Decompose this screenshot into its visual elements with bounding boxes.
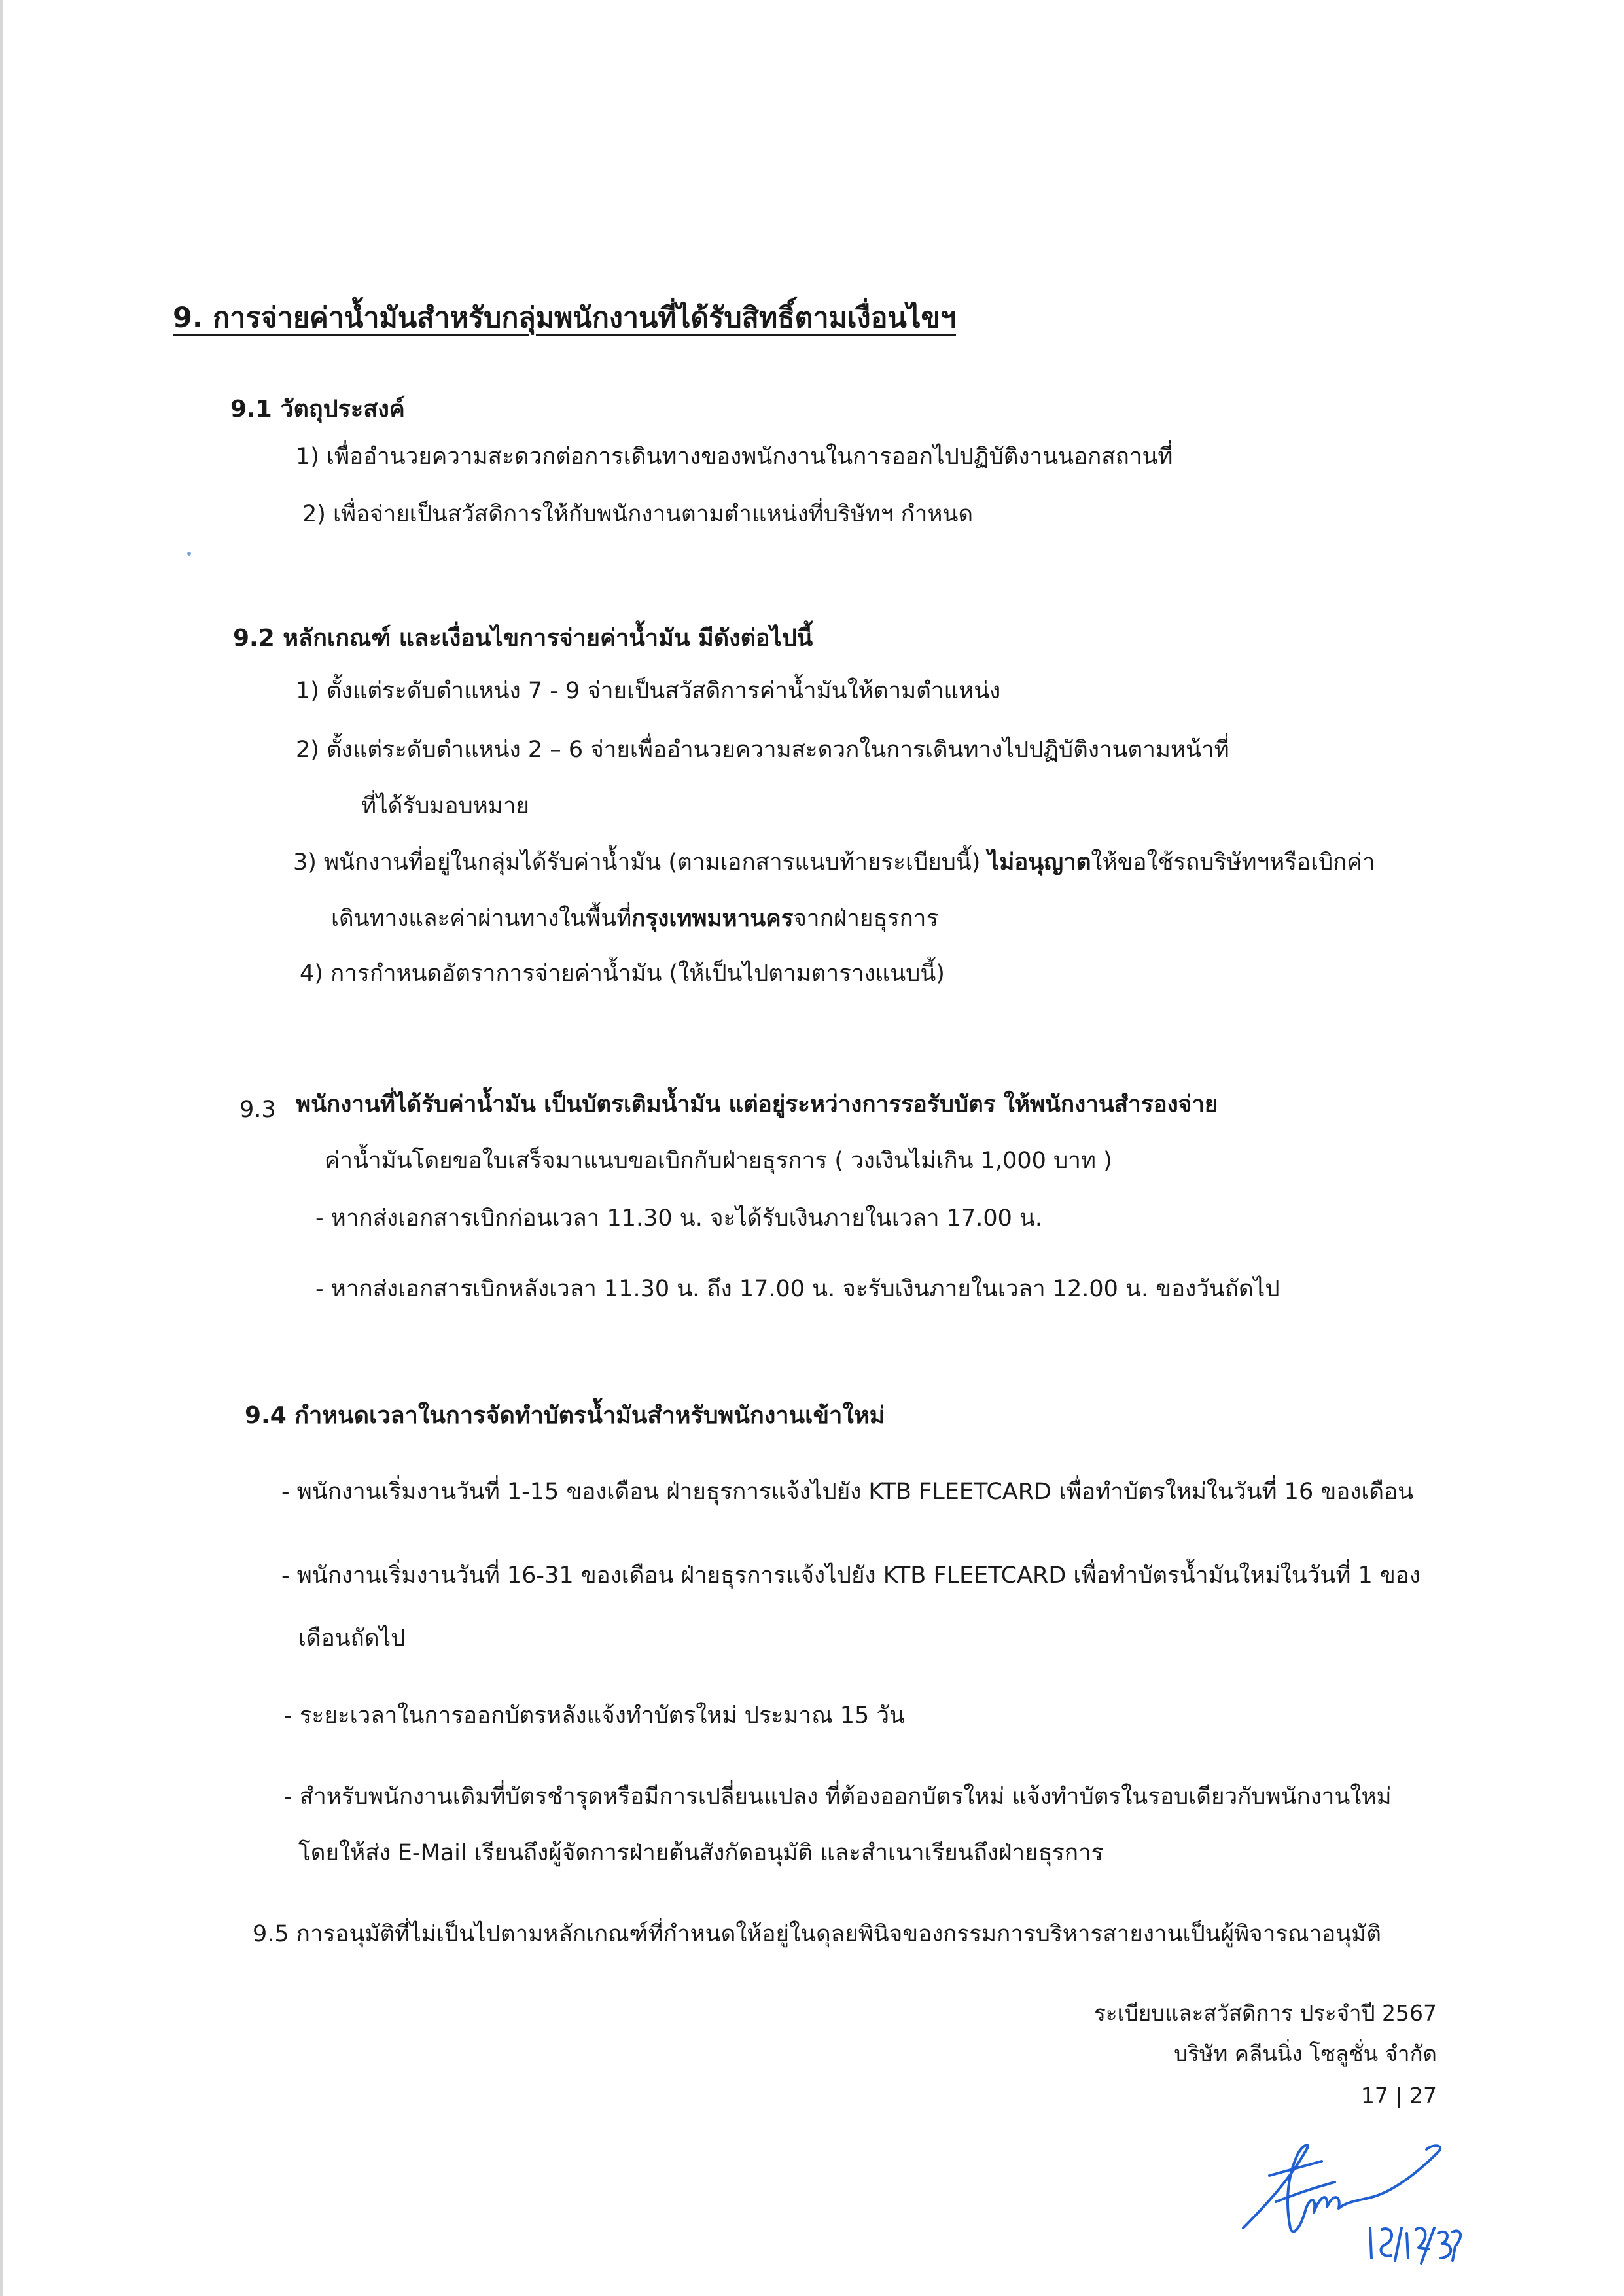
s94-bullet-2-cont: เดือนถัดไป: [298, 1625, 406, 1651]
s92-item-3-bold-not-allowed: ไม่อนุญาต: [987, 849, 1091, 875]
s94-bullet-3: - ระยะเวลาในการออกบัตรหลังแจ้งทำบัตรใหม่ ประมาณ 15 วัน: [284, 1703, 905, 1729]
s92-item-3-c: ให้ขอใช้รถบริษัทฯหรือเบิกค่า: [1091, 849, 1375, 875]
s91-heading: 9.1 วัตถุประสงค์: [230, 396, 405, 423]
s92-item-2: 2) ตั้งแต่ระดับตำแหน่ง 2 – 6 จ่ายเพื่ออำนวยความสะดวกในการเดินทางไปปฏิบัติงานตามหน้าที่: [296, 737, 1229, 763]
s93-bullet-2: - หากส่งเอกสารเบิกหลังเวลา 11.30 น. ถึง 17.00 น. จะรับเงินภายในเวลา 12.00 น. ของวันถัดไป: [315, 1276, 1280, 1302]
s92-item-4: 4) การกำหนดอัตราการจ่ายค่าน้ำมัน (ให้เป็นไปตามตารางแนบนี้): [300, 961, 945, 987]
s92-heading: 9.2 หลักเกณฑ์ และเงื่อนไขการจ่ายค่าน้ำมัน มีดังต่อไปนี้: [233, 625, 813, 652]
s92-item-1: 1) ตั้งแต่ระดับตำแหน่ง 7 - 9 จ่ายเป็นสวัสดิการค่าน้ำมันให้ตามตำแหน่ง: [296, 678, 1001, 704]
section-title: 9. การจ่ายค่าน้ำมันสำหรับกลุ่มพนักงานที่ได้รับสิทธิ์ตามเงื่อนไขฯ: [173, 302, 957, 334]
s94-bullet-1: - พนักงานเริ่มงานวันที่ 1-15 ของเดือน ฝ่ายธุรการแจ้งไปยัง KTB FLEETCARD เพื่อทำบัตรใหม่ในวันที่ 16 ของเดือน: [281, 1479, 1414, 1505]
s93-line-1: พนักงานที่ได้รับค่าน้ำมัน เป็นบัตรเติมน้ำมัน แต่อยู่ระหว่างการรอรับบัตร ให้พนักงานสำรองจ่าย: [296, 1091, 1218, 1118]
s92-item-3-d: เดินทางและค่าผ่านทางในพื้นที่: [331, 906, 632, 932]
page-number: 17 | 27: [1360, 2083, 1437, 2108]
s93-number: 9.3: [239, 1097, 276, 1123]
s91-item-1: 1) เพื่ออำนวยความสะดวกต่อการเดินทางของพนักงานในการออกไปปฏิบัติงานนอกสถานที่: [296, 444, 1173, 470]
s92-item-3-f: จากฝ่ายธุรการ: [793, 906, 939, 932]
s94-bullet-4-cont: โดยให้ส่ง E-Mail เรียนถึงผู้จัดการฝ่ายต้นสังกัดอนุมัติ และสำเนาเรียนถึงฝ่ายธุรการ: [298, 1840, 1104, 1866]
s94-bullet-2: - พนักงานเริ่มงานวันที่ 16-31 ของเดือน ฝ่ายธุรการแจ้งไปยัง KTB FLEETCARD เพื่อทำบัตรน้ำมันใหม่ในวันที่ 1 ของ: [281, 1563, 1421, 1589]
s93-line-2: ค่าน้ำมันโดยขอใบเสร็จมาแนบขอเบิกกับฝ่ายธุรการ ( วงเงินไม่เกิน 1,000 บาท ): [325, 1148, 1112, 1174]
footer-company: บริษัท คลีนนิ่ง โซลูชั่น จำกัด: [1174, 2041, 1437, 2066]
s94-bullet-4: - สำหรับพนักงานเดิมที่บัตรชำรุดหรือมีการเปลี่ยนแปลง ที่ต้องออกบัตรใหม่ แจ้งทำบัตรในรอบเดียวกับพนักงานใหม่: [284, 1784, 1392, 1810]
scan-edge: [0, 0, 3, 2296]
s94-heading: 9.4 กำหนดเวลาในการจัดทำบัตรน้ำมันสำหรับพนักงานเข้าใหม่: [245, 1402, 885, 1429]
s92-item-2-cont: ที่ได้รับมอบหมาย: [361, 793, 530, 819]
s93-bullet-1: - หากส่งเอกสารเบิกก่อนเวลา 11.30 น. จะได้รับเงินภายในเวลา 17.00 น.: [315, 1205, 1043, 1231]
s95-text: 9.5 การอนุมัติที่ไม่เป็นไปตามหลักเกณฑ์ที่กำหนดให้อยู่ในดุลยพินิจของกรรมการบริหารสายงานเป็นผู้พิจารณาอนุมัติ: [253, 1921, 1382, 1947]
s91-item-2: 2) เพื่อจ่ายเป็นสวัสดิการให้กับพนักงานตามตำแหน่งที่บริษัทฯ กำหนด: [302, 501, 974, 527]
s92-item-3-a: 3) พนักงานที่อยู่ในกลุ่มได้รับค่าน้ำมัน (ตามเอกสารแนบท้ายระเบียบนี้): [293, 849, 988, 875]
footer-regulation: ระเบียบและสวัสดิการ ประจำปี 2567: [1094, 2000, 1437, 2026]
s92-item-3-bold-bangkok: กรุงเทพมหานคร: [631, 906, 794, 932]
s92-item-3-cont: [331, 902, 938, 936]
stray-dot: [187, 552, 191, 556]
s92-item-3: [293, 845, 1375, 879]
handwritten-signature: [1230, 2130, 1472, 2270]
